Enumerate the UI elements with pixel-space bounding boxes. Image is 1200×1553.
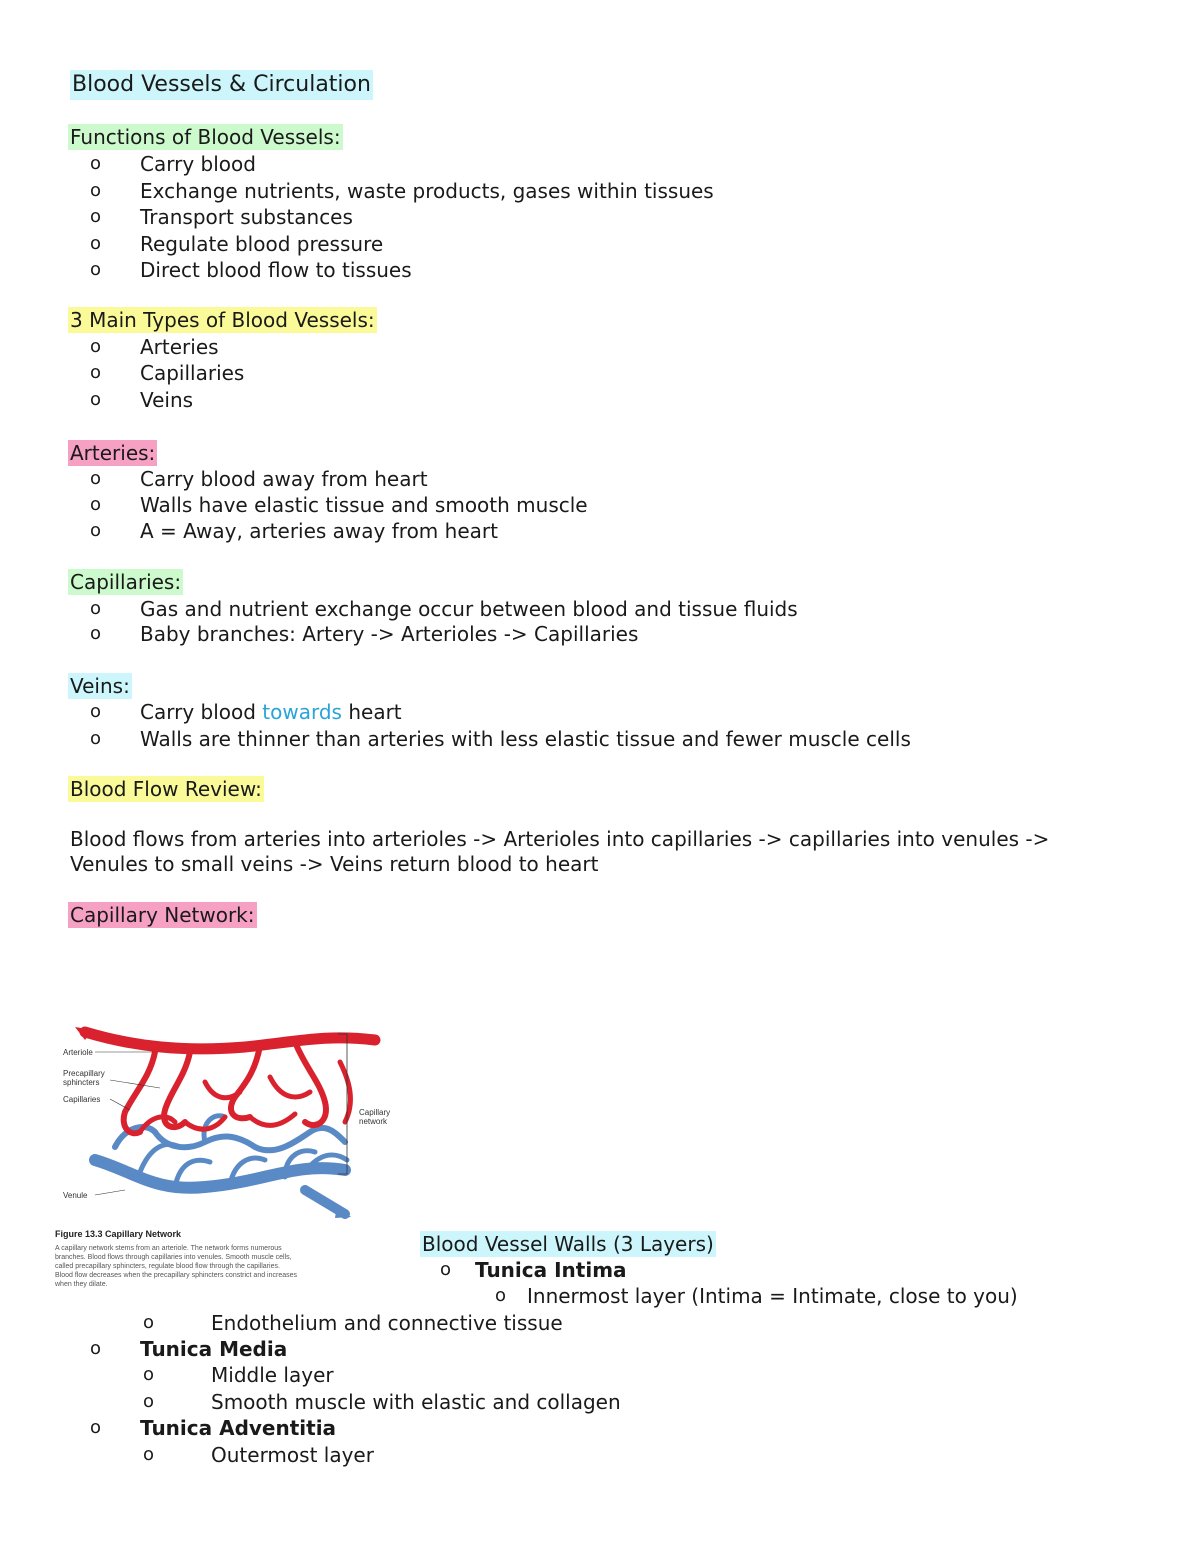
page-title: Blood Vessels & Circulation [70, 70, 373, 100]
arteries-heading: Arteries: [70, 441, 156, 465]
label-arteriole: Arteriole [63, 1048, 93, 1057]
functions-heading: Functions of Blood Vessels: [70, 125, 341, 149]
types-heading: 3 Main Types of Blood Vessels: [70, 308, 375, 332]
label-network: Capillary [359, 1108, 391, 1117]
figure-caption-line: branches. Blood flows through capillaries into venules. Smooth muscle cells, [55, 1254, 292, 1261]
capillaries-heading: Capillaries: [70, 570, 182, 594]
svg-text:sphincters: sphincters [63, 1078, 100, 1087]
label-sphincters: Precapillary [63, 1069, 105, 1078]
figure-caption-line: Blood flow decreases when the precapillary sphincters constrict and increases [55, 1272, 298, 1279]
walls-heading: Blood Vessel Walls (3 Layers) [422, 1232, 714, 1256]
capillary-network-figure [55, 1022, 405, 1292]
network-heading: Capillary Network: [70, 903, 255, 927]
veins-heading: Veins: [70, 674, 130, 698]
label-venule: Venule [63, 1191, 88, 1200]
svg-text:network: network [359, 1117, 388, 1126]
review-heading: Blood Flow Review: [70, 777, 262, 801]
highlight-word: towards [262, 700, 342, 724]
figure-caption-line: when they dilate. [55, 1281, 108, 1288]
review-line-1: Blood flows from arteries into arterioles -> Arterioles into capillaries -> capillaries into venules -> [70, 827, 1050, 851]
figure-caption-line: A capillary network stems from an arteriole. The network forms numerous [55, 1245, 282, 1252]
review-line-2: Venules to small veins -> Veins return blood to heart [70, 852, 599, 876]
label-capillaries: Capillaries [63, 1095, 101, 1104]
figure-caption-line: called precapillary sphincters, regulate blood flow through the capillaries. [55, 1263, 280, 1270]
figure-caption-title: Figure 13.3 Capillary Network [55, 1229, 182, 1239]
